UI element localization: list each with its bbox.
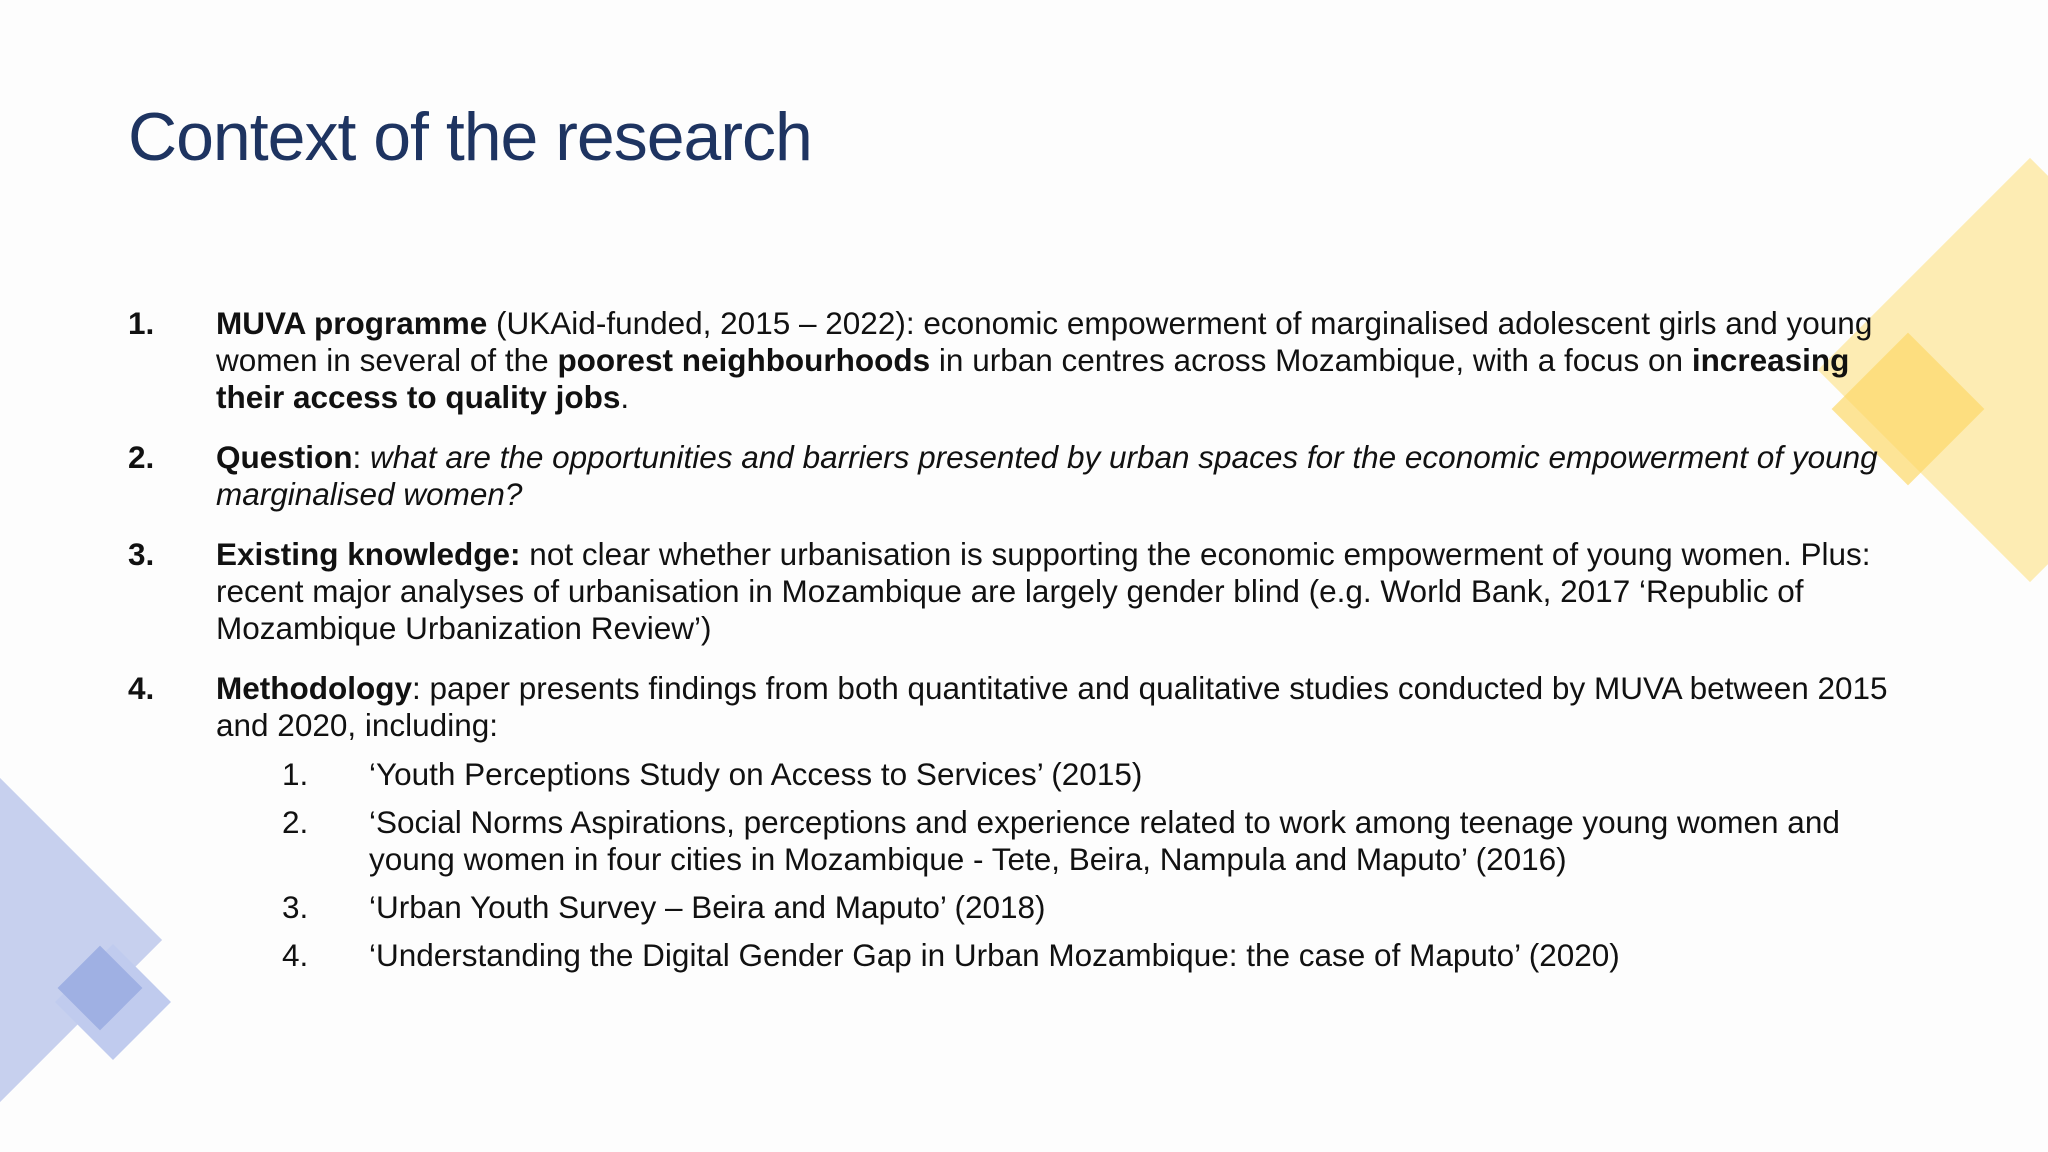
sub-item-number: 3. (282, 889, 309, 925)
plain-text: not clear whether urbanisation is supporting the economic empowerment of young women. Plus: recent major analyses of urbanisation in Mozambique are largely gender blind (e.g. World Bank, 2017 ‘Republic of Mozambique Urbanization Review’) (216, 536, 1871, 646)
italic-text: what are the opportunities and barriers presented by urban spaces for the economic empowerment of young marginalised women? (216, 439, 1878, 512)
plain-text: : paper presents findings from both quantitative and qualitative studies conducted by MUVA between 2015 and 2020, including: (216, 670, 1888, 743)
sub-item-text: ‘Social Norms Aspirations, perceptions and experience related to work among teenage young women and young women in four cities in Mozambique - Tete, Beira, Nampula and Maputo’ (2016) (369, 804, 1840, 877)
plain-text: in urban centres across Mozambique, with a focus on (930, 342, 1692, 378)
bold-text: poorest neighbourhoods (557, 342, 931, 378)
sub-list-item (282, 937, 1908, 974)
item-text (216, 536, 1908, 647)
item-number: 2. (128, 439, 155, 475)
item-number: 1. (128, 305, 155, 341)
sub-list-item (282, 889, 1908, 926)
numbered-list (128, 305, 1908, 1008)
sub-item-number: 4. (282, 937, 309, 973)
bold-text: Question (216, 439, 353, 475)
item-number: 4. (128, 670, 155, 706)
plain-text: . (620, 379, 630, 415)
item-text (216, 305, 1908, 416)
list-item (128, 305, 1908, 416)
plain-text: : (352, 439, 371, 475)
sub-item-text: ‘Youth Perceptions Study on Access to Services’ (2015) (369, 756, 1143, 792)
item-paragraph (216, 670, 1908, 744)
list-item (128, 536, 1908, 647)
bold-text: increasing their access to quality jobs (216, 342, 1850, 415)
bold-text: MUVA programme (216, 305, 488, 341)
list-item (128, 439, 1908, 513)
sub-item-number: 1. (282, 756, 309, 792)
plain-text: (UKAid-funded, 2015 – 2022): economic empowerment of marginalised adolescent girls and young women in several of the (216, 305, 1873, 378)
item-text (216, 670, 1908, 985)
list-item (128, 670, 1908, 985)
sub-item-text: ‘Urban Youth Survey – Beira and Maputo’ (2018) (369, 889, 1046, 925)
bold-text: Existing knowledge: (216, 536, 521, 572)
sub-item-number: 2. (282, 804, 309, 840)
item-number: 3. (128, 536, 155, 572)
sub-list-item (282, 804, 1908, 878)
slide-title: Context of the research (128, 99, 812, 175)
sub-list (282, 756, 1908, 974)
sub-list-item (282, 756, 1908, 793)
sub-item-text: ‘Understanding the Digital Gender Gap in Urban Mozambique: the case of Maputo’ (2020) (369, 937, 1620, 973)
bold-text: Methodology (216, 670, 412, 706)
item-text (216, 439, 1908, 513)
